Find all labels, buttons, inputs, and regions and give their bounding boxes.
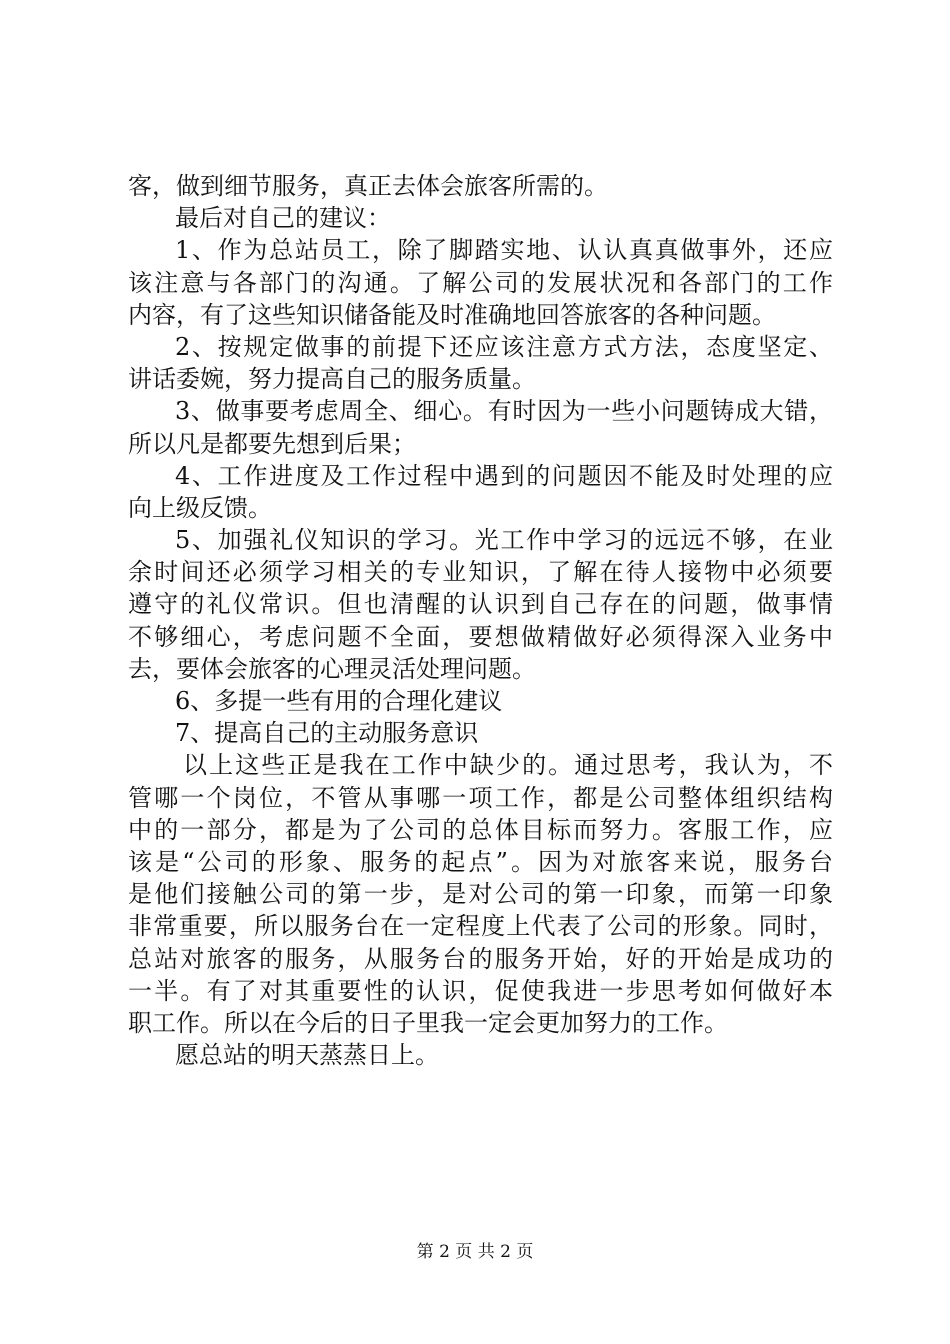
page-footer: 第 2 页 共 2 页 xyxy=(416,1242,534,1262)
body-text-line: 去，要体会旅客的心理灵活处理问题。 xyxy=(128,654,536,683)
body-text-line: 中的一部分，都是为了公司的总体目标而努力。客服工作，应 xyxy=(128,815,833,844)
body-text-line: 最后对自己的建议： xyxy=(175,204,391,233)
body-text-line: 遵守的礼仪常识。但也清醒的认识到自己存在的问题，做事情 xyxy=(128,590,833,619)
body-text-line: 2、按规定做事的前提下还应该注意方式方法，态度坚定、 xyxy=(175,332,833,361)
body-text-line: 不够细心，考虑问题不全面，要想做精做好必须得深入业务中 xyxy=(128,622,833,651)
body-text-line: 4、工作进度及工作过程中遇到的问题因不能及时处理的应 xyxy=(175,461,833,490)
body-text-line: 以上这些正是我在工作中缺少的。通过思考，我认为，不 xyxy=(183,751,833,780)
body-text-line: 一半。有了对其重要性的认识，促使我进一步思考如何做好本 xyxy=(128,976,833,1005)
body-text-line: 职工作。所以在今后的日子里我一定会更加努力的工作。 xyxy=(128,1008,728,1037)
body-text-line: 7、提高自己的主动服务意识 xyxy=(175,719,479,748)
body-text-line: 是他们接触公司的第一步，是对公司的第一印象，而第一印象 xyxy=(128,880,833,909)
body-text-line: 向上级反馈。 xyxy=(128,493,272,522)
body-text-line: 余时间还必须学习相关的专业知识，了解在待人接物中必须要 xyxy=(128,558,833,587)
body-text-line: 6、多提一些有用的合理化建议 xyxy=(175,687,503,715)
body-text-line: 总站对旅客的服务，从服务台的服务开始，好的开始是成功的 xyxy=(128,944,833,973)
body-text-line: 非常重要，所以服务台在一定程度上代表了公司的形象。同时， xyxy=(128,912,833,941)
body-text-line: 5、加强礼仪知识的学习。光工作中学习的远远不够，在业 xyxy=(175,526,833,555)
document-body xyxy=(128,170,833,1071)
body-text-line: 该注意与各部门的沟通。了解公司的发展状况和各部门的工作 xyxy=(128,268,833,297)
body-text-line: 所以凡是都要先想到后果； xyxy=(128,429,416,458)
body-text-line: 3、做事要考虑周全、细心。有时因为一些小问题铸成大错， xyxy=(175,397,833,426)
body-text-line: 愿总站的明天蒸蒸日上。 xyxy=(175,1041,439,1070)
body-text-line: 1、作为总站员工，除了脚踏实地、认认真真做事外，还应 xyxy=(175,236,833,265)
body-text-line: 客，做到细节服务，真正去体会旅客所需的。 xyxy=(128,172,608,200)
body-text-line: 该是“公司的形象、服务的起点”。因为对旅客来说，服务台 xyxy=(128,847,833,876)
body-text-line: 讲话委婉，努力提高自己的服务质量。 xyxy=(128,365,536,394)
body-text-line: 管哪一个岗位，不管从事哪一项工作，都是公司整体组织结构 xyxy=(128,783,833,812)
body-text-line: 内容，有了这些知识储备能及时准确地回答旅客的各种问题。 xyxy=(128,300,776,329)
